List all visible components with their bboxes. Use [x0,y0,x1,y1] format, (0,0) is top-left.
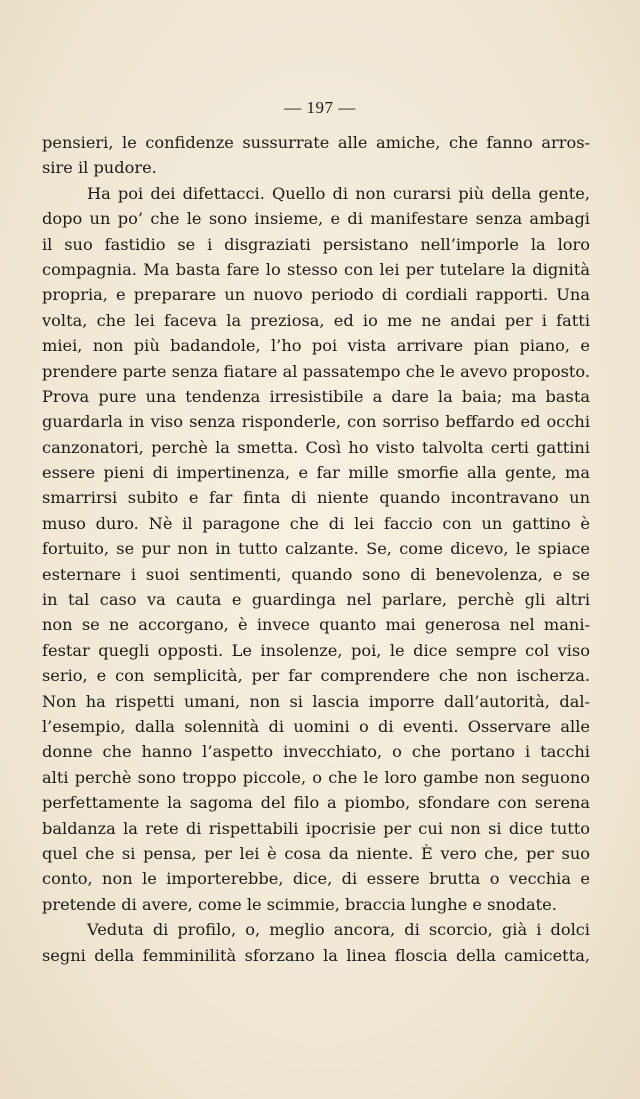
text-line: non se ne accorgano, è invece quanto mai generosa nel mani- [42,615,590,635]
page-number: — 197 — [284,98,356,117]
text-line: in tal caso va cauta e guardinga nel parlare, perchè gli altri [42,590,590,610]
text-line: l’esempio, dalla solennità di uomini o di eventi. Osservare alle [42,716,590,736]
text-line: guardarla in viso senza risponderle, con sorriso beffardo ed occhi [42,412,590,432]
text-line: baldanza la rete di rispettabili ipocrisie per cui non si dice tutto [42,818,590,838]
text-line: il suo fastidio se i disgraziati persistano nell’imporle la loro [42,234,590,254]
text-line: festar quegli opposti. Le insolenze, poi, le dice sempre col viso [42,640,590,660]
text-line: volta, che lei faceva la preziosa, ed io me ne andai per i fatti [42,310,590,330]
text-line: fortuito, se pur non in tutto calzante. Se, come dicevo, le spiace [42,539,590,559]
text-line: esternare i suoi sentimenti, quando sono di benevolenza, e se [42,564,590,584]
text-line: alti perchè sono troppo piccole, o che le loro gambe non seguono [42,767,590,787]
text-line: perfettamente la sagoma del filo a piombo, sfondare con serena [42,793,590,813]
text-line: essere pieni di impertinenza, e far mille smorfie alla gente, ma [42,463,590,483]
text-line: segni della femminilità sforzano la linea floscia della camicetta, [42,945,590,965]
text-line: smarrirsi subito e far finta di niente quando incontravano un [42,488,590,508]
text-line: prendere parte senza fiatare al passatempo che le avevo proposto. [42,361,590,381]
text-line: serio, e con semplicità, per far comprendere che non ischerza. [42,666,590,686]
text-line: Prova pure una tendenza irresistibile a dare la baia; ma basta [42,386,590,406]
text-line: pensieri, le confidenze sussurrate alle amiche, che fanno arros- [42,133,590,152]
text-line: conto, non le importerebbe, dice, di essere brutta o vecchia e [42,869,590,889]
text-line: muso duro. Nè il paragone che di lei faccio con un gattino è [42,513,590,533]
text-line: quel che si pensa, per lei è cosa da niente. È vero che, per suo [42,843,590,863]
text-line: sire il pudore. [42,158,157,178]
body-text [42,130,590,968]
text-line: propria, e preparare un nuovo periodo di cordiali rapporti. Una [42,285,590,305]
text-line: dopo un po’ che le sono insieme, e di manifestare senza ambagi [42,209,590,229]
text-line: donne che hanno l’aspetto invecchiato, o che portano i tacchi [42,742,590,762]
text-line: Veduta di profilo, o, meglio ancora, di scorcio, già i dolci [87,920,590,940]
text-line: Ha poi dei difettacci. Quello di non curarsi più della gente, [87,183,590,203]
text-line: Non ha rispetti umani, non si lascia imporre dall’autorità, dal- [42,691,590,711]
text-line: canzonatori, perchè la smetta. Così ho visto talvolta certi gattini [42,437,590,457]
text-line: pretende di avere, come le scimmie, braccia lunghe e snodate. [42,894,557,914]
text-line: miei, non più badandole, l’ho poi vista arrivare pian piano, e [42,336,590,356]
text-line: compagnia. Ma basta fare lo stesso con lei per tutelare la dignità [42,259,590,279]
